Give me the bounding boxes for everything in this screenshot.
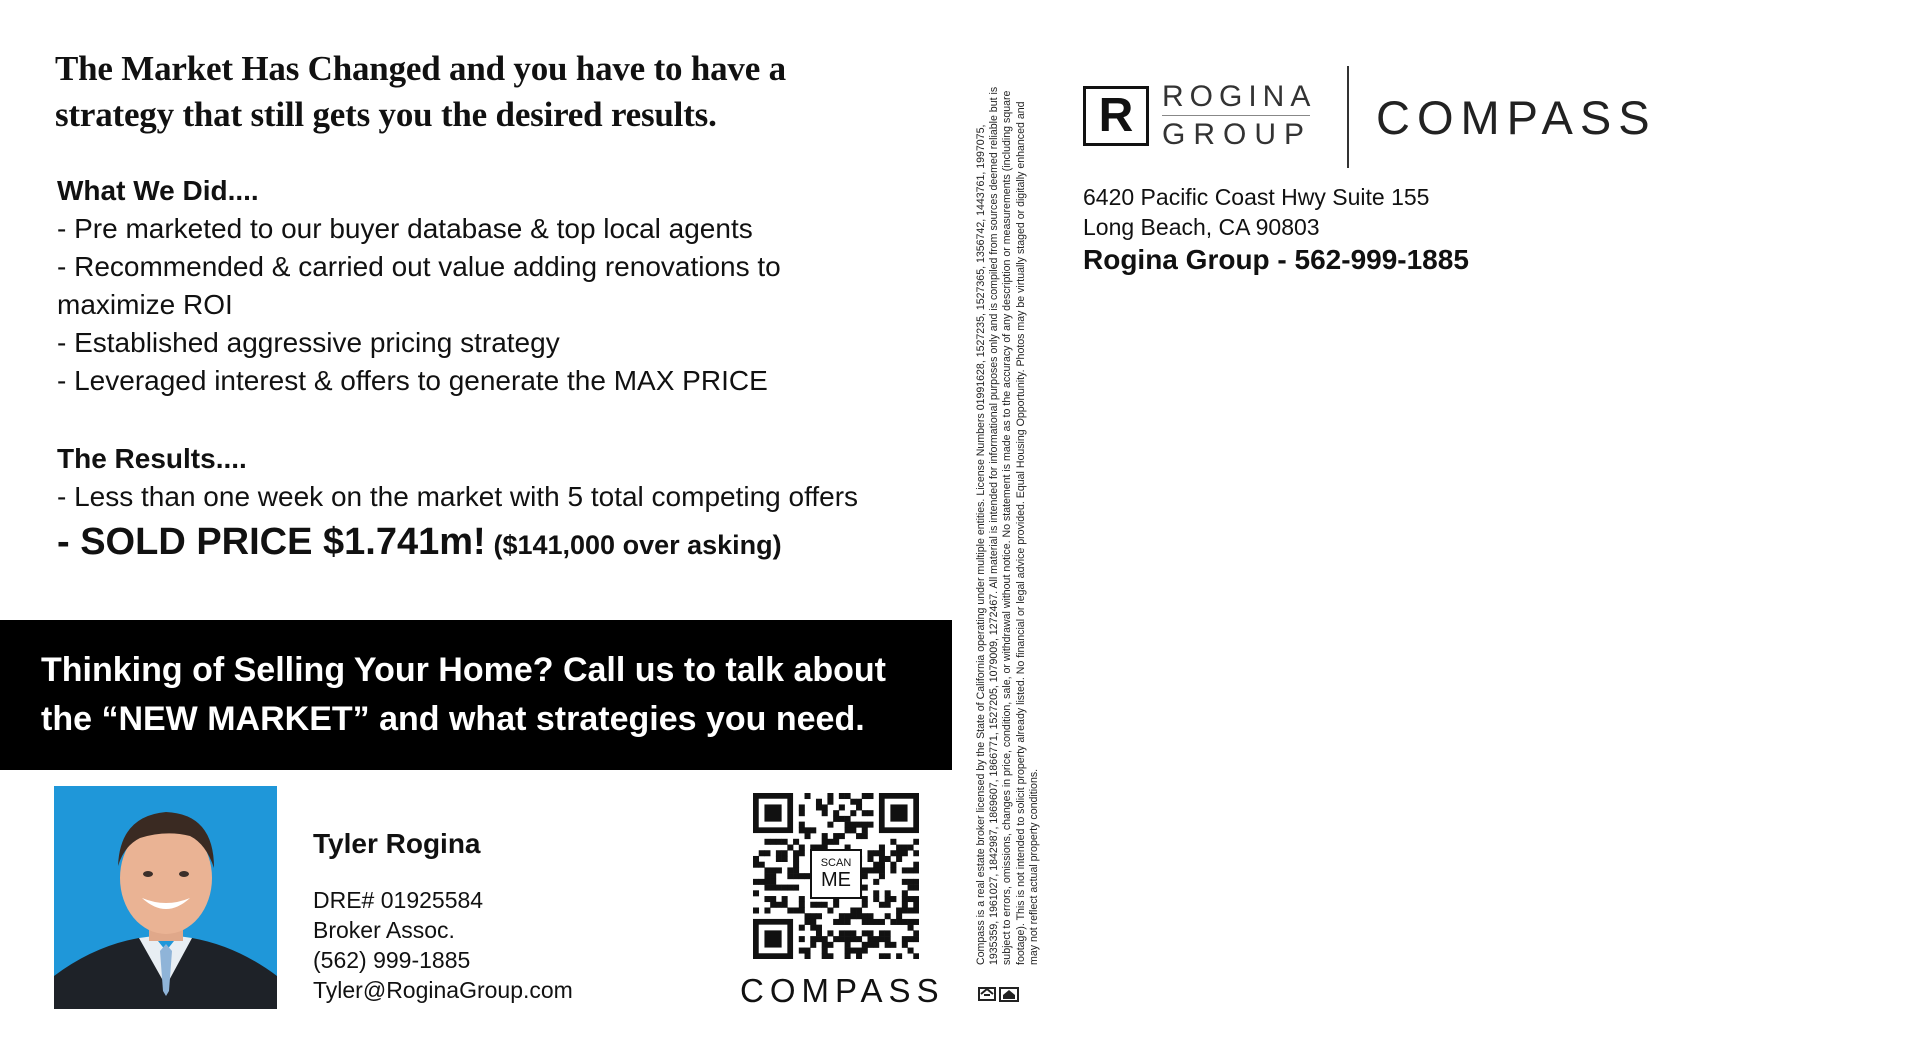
logo-rule (1162, 115, 1310, 116)
agent-portrait-icon (54, 786, 277, 1009)
results-title: The Results.... (57, 443, 247, 474)
headline (55, 46, 955, 138)
office-city: Long Beach, CA 90803 (1083, 214, 1320, 240)
what-we-did-item: - Established aggressive pricing strategy (57, 327, 560, 358)
cta-line-2: the “NEW MARKET” and what strategies you need. (41, 700, 865, 738)
group-wordmark: GROUP (1162, 118, 1313, 151)
headline-line-1: The Market Has Changed and you have to have a (55, 49, 786, 88)
body-content (57, 172, 957, 569)
agent-photo (54, 786, 277, 1009)
agent-title: Broker Assoc. (313, 917, 455, 943)
cta-banner (0, 620, 952, 770)
office-phone[interactable]: Rogina Group - 562-999-1885 (1083, 244, 1469, 275)
cta-text (41, 646, 941, 744)
what-we-did-item: - Recommended & carried out value adding renovations to maximize ROI (57, 251, 781, 320)
office-info (1083, 182, 1469, 278)
agent-dre: DRE# 01925584 (313, 887, 484, 913)
rogina-wordmark: ROGINA (1162, 80, 1317, 113)
what-we-did-title: What We Did.... (57, 175, 259, 206)
agent-details (313, 885, 573, 1005)
agent-name: Tyler Rogina (313, 828, 481, 859)
sold-price: - SOLD PRICE $1.741m! (57, 521, 486, 563)
compass-logo-small: COMPASS (740, 972, 945, 1009)
sold-price-line (57, 518, 957, 569)
headline-line-2: strategy that still gets you the desired results. (55, 95, 717, 134)
cta-line-1: Thinking of Selling Your Home? Call us to talk about (41, 651, 887, 689)
me-label: ME (821, 869, 851, 891)
scan-label: SCAN (820, 857, 852, 869)
agent-email[interactable]: Tyler@RoginaGroup.com (313, 977, 573, 1003)
rogina-r-logo-icon (1083, 86, 1149, 146)
r-mark: R (1098, 89, 1134, 142)
qr-code-icon[interactable] (753, 793, 919, 959)
legal-disclaimer: Compass is a real estate broker licensed by the State of California operating under multiple entities. License Numbers 01991628, 1527235, 1527365, 1356742, 1443761, 1997075, 1935359, 1961027, 1842987, 1869607, 1866771, 1527205, 1079009, 1272467. All material is intended for informational purposes only and is compiled from sources deemed reliable but is subject to errors, omissions, changes in price, condition, sale, or withdrawal without notice. No statement is made as to the accuracy of any description or measurements (including square footage). This is not intended to solicit property already listed. No financial or legal advice provided. Equal Housing Opportunity. Photos may be virtually staged or digitally enhanced and may not reflect actual property conditions. (975, 86, 1040, 965)
disclaimer-column (975, 80, 1045, 965)
logo-divider (1347, 66, 1349, 168)
scan-me-badge (810, 849, 862, 899)
what-we-did-item: - Pre marketed to our buyer database & top local agents (57, 213, 753, 244)
equal-housing-icon (978, 985, 1022, 1003)
what-we-did-item: - Leveraged interest & offers to generate the MAX PRICE (57, 365, 768, 396)
over-asking: ($141,000 over asking) (493, 530, 782, 560)
compass-logo: COMPASS (1376, 91, 1657, 144)
agent-phone[interactable]: (562) 999-1885 (313, 947, 471, 973)
results-item: - Less than one week on the market with 5 total competing offers (57, 481, 859, 512)
office-street: 6420 Pacific Coast Hwy Suite 155 (1083, 184, 1430, 210)
